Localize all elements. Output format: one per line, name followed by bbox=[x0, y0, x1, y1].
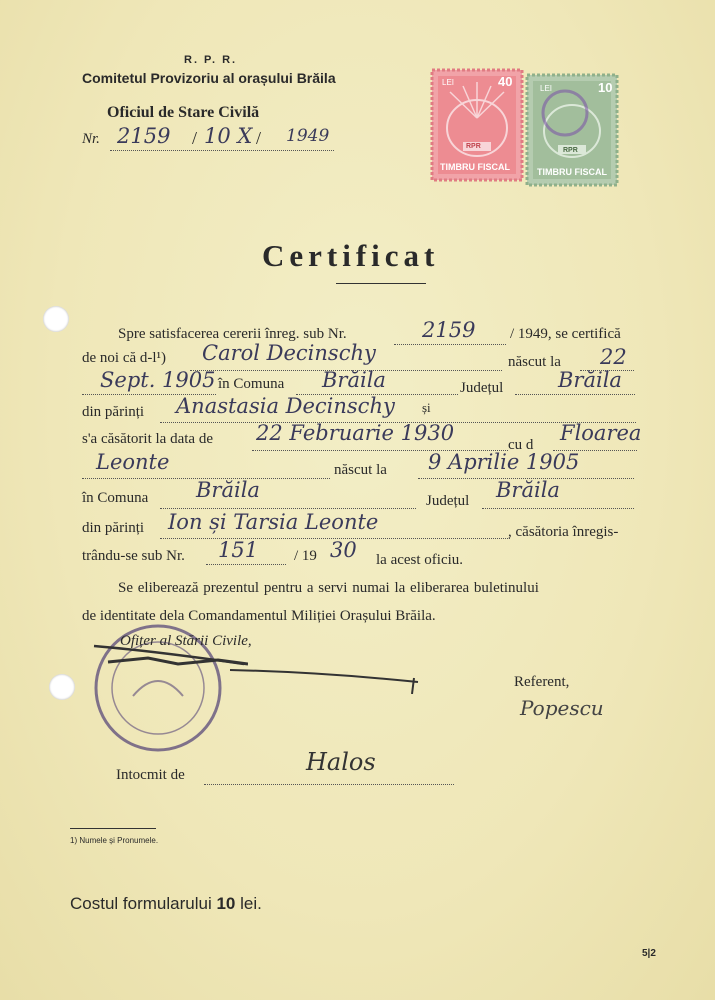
green-stamp-value: 10 bbox=[598, 80, 613, 95]
body-line-8-b: , căsătoria înregis- bbox=[508, 524, 619, 540]
header-office: Oficiul de Stare Civilă bbox=[107, 104, 260, 121]
title-underline bbox=[336, 283, 426, 284]
body-line-4-a: din părinți bbox=[82, 404, 145, 420]
body-line-3-b: Județul bbox=[460, 380, 504, 396]
body-line-7-comuna: Brăila bbox=[196, 478, 260, 502]
body-line-5-wife: Floarea bbox=[560, 421, 642, 445]
body-line-2-name: Carol Decinschy bbox=[202, 341, 376, 365]
body-line-6-date: 9 Aprilie 1905 bbox=[428, 450, 580, 474]
body-line-7-b: Județul bbox=[426, 493, 470, 509]
body-line-9-year: 30 bbox=[330, 538, 357, 562]
header-nr-value: 2159 bbox=[117, 124, 171, 148]
body-line-9-a: trându-se sub Nr. bbox=[82, 548, 185, 564]
cost-line bbox=[70, 894, 262, 914]
punch-hole-bottom bbox=[49, 674, 75, 700]
body-line-9-nr: 151 bbox=[218, 538, 259, 562]
body-line-6-wife2: Leonte bbox=[96, 450, 170, 474]
referent-signature: Popescu bbox=[520, 696, 604, 720]
body-line-8-a: din părinți bbox=[82, 520, 145, 536]
officer-label: Ofițer al Stării Civile, bbox=[120, 633, 252, 649]
intocmit-signature: Halos bbox=[306, 748, 376, 776]
body-line-1-nr: 2159 bbox=[422, 318, 476, 342]
red-stamp-label: TIMBRU FISCAL bbox=[440, 162, 510, 172]
red-stamp-value: 40 bbox=[498, 74, 513, 89]
body-line-2-a: de noi că d-l¹) bbox=[82, 350, 167, 366]
body-line-1-b: / 1949, se certifică bbox=[510, 326, 621, 342]
header-nr-month: 10 X bbox=[204, 124, 253, 148]
body-line-7-a: în Comuna bbox=[82, 490, 149, 506]
body-paragraph-2-line-2: de identitate dela Comandamentul Miliției Orașului Brăila. bbox=[82, 608, 436, 624]
referent-label: Referent, bbox=[514, 674, 570, 690]
body-line-2-b: născut la bbox=[508, 354, 561, 370]
certificate-page: R. P. R. Comitetul Provizoriu al orașului Brăila Oficiul de Stare Civilă Nr. 2159 / 10 X / 1949 LEI 40 RPR TIMBRU FISCAL LEI 10 RPR TIMBRU FISCAL Certificat Spre satisfacerea cererii înreg. sub Nr. 2159 / 1949, se certifică de noi că d-l¹) Carol Decinschy născut la 22 Sept. 1905 în Comuna Brăila Județul Brăila din părinți Anastasia Decinschy și s'a căsătorit la data de 22 Februarie 1930 cu d Floarea Leonte născut la 9 Aprilie 1905 în Comuna Brăila Județul Brăila din părinți Ion și Tarsia Leonte , căsătoria înregis- trându-se sub Nr. 151 / 19 30 la acest oficiu. Se eliberează prezentul pentru a servi numai la eliberarea buletinului de identitate dela Comandamentul Miliției Orașului Brăila. Ofițer al Stării Civile, Referent, Popescu Intocmit de Halos 1) Numele și Pronumele. Costul formularului 10 lei. 5|2 bbox=[0, 0, 715, 1000]
body-line-5-date: 22 Februarie 1930 bbox=[256, 421, 455, 445]
intocmit-label: Intocmit de bbox=[116, 767, 185, 783]
body-line-3-comuna: Brăila bbox=[322, 368, 386, 392]
green-stamp-label: TIMBRU FISCAL bbox=[537, 167, 607, 177]
body-line-5-b: cu d bbox=[508, 437, 534, 453]
body-line-9-c: la acest oficiu. bbox=[376, 552, 464, 568]
certificate-title: Certificat bbox=[262, 238, 440, 273]
footnote-rule bbox=[70, 828, 156, 829]
body-paragraph-2-line-1: Se eliberează prezentul pentru a servi numai la eliberarea buletinului bbox=[118, 580, 539, 596]
cost-suffix: lei. bbox=[240, 894, 262, 913]
green-stamp-emblem: RPR bbox=[563, 147, 578, 154]
body-line-3-a: în Comuna bbox=[218, 376, 285, 392]
body-line-7-judet: Brăila bbox=[496, 478, 560, 502]
form-code: 5|2 bbox=[642, 948, 656, 959]
red-stamp-emblem: RPR bbox=[466, 143, 481, 150]
body-line-4-parents: Anastasia Decinschy bbox=[176, 394, 395, 418]
body-line-3-judet: Brăila bbox=[558, 368, 622, 392]
body-line-6-b: născut la bbox=[334, 462, 387, 478]
header-country: R. P. R. bbox=[184, 54, 238, 66]
punch-hole-top bbox=[43, 306, 69, 332]
red-stamp-currency: LEI bbox=[442, 78, 455, 87]
body-line-5-a: s'a căsătorit la data de bbox=[82, 431, 213, 447]
body-line-9-b: / 19 bbox=[294, 548, 317, 564]
cost-amount: 10 bbox=[216, 894, 236, 913]
body-line-4-si: și bbox=[422, 400, 431, 415]
body-line-3-date: Sept. 1905 bbox=[100, 368, 216, 392]
header-committee: Comitetul Provizoriu al orașului Brăila bbox=[82, 70, 336, 86]
green-stamp-currency: LEI bbox=[540, 84, 553, 93]
signature-stroke bbox=[230, 664, 420, 699]
body-line-8-parents: Ion și Tarsia Leonte bbox=[168, 510, 379, 534]
footnote: 1) Numele și Pronumele. bbox=[70, 836, 159, 845]
header-nr-year: 1949 bbox=[286, 126, 330, 146]
body-line-1-a: Spre satisfacerea cererii înreg. sub Nr. bbox=[118, 326, 347, 342]
cost-prefix: Costul formularului bbox=[70, 894, 212, 913]
header-nr-label: Nr. bbox=[82, 131, 100, 147]
body-line-2-day: 22 bbox=[600, 345, 627, 369]
